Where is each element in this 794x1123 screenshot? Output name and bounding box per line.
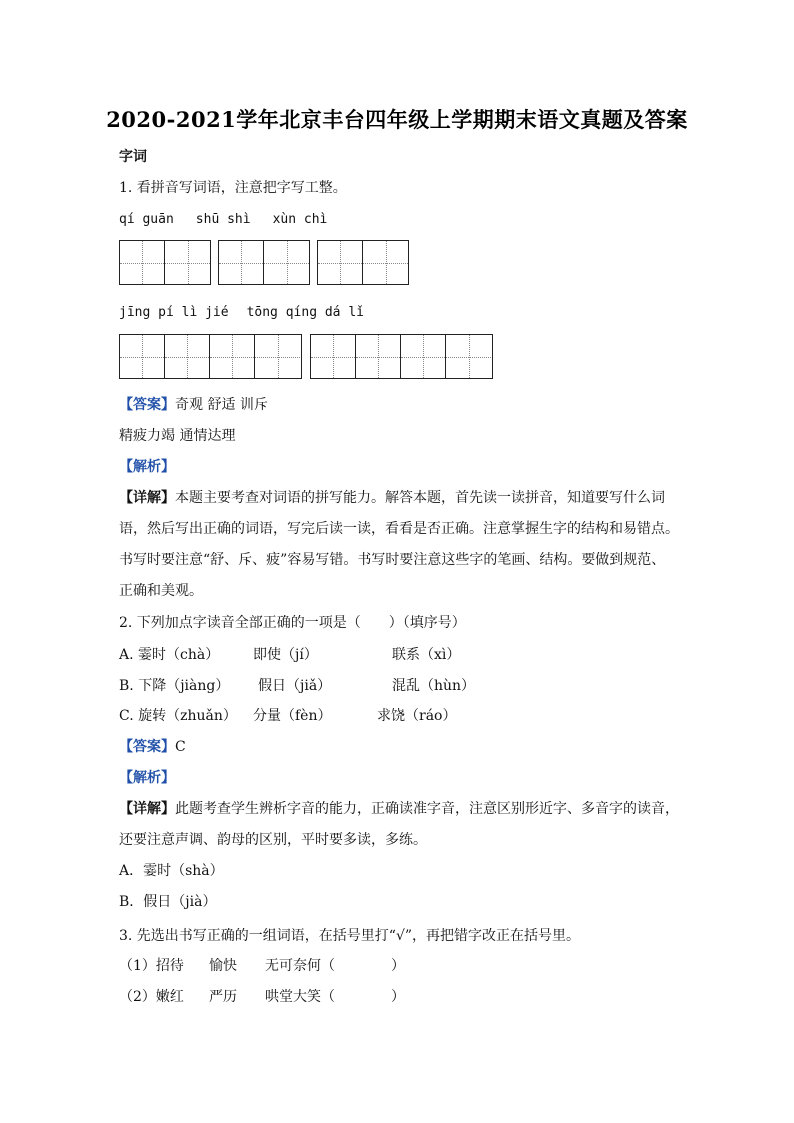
item2-word2: 严历 <box>209 989 237 1005</box>
writing-cell[interactable] <box>120 241 165 284</box>
writing-cell[interactable] <box>401 335 446 378</box>
pinyin-xunchi: xùn chì <box>272 212 328 227</box>
writing-cell[interactable] <box>446 335 491 378</box>
q2-detail-1 <box>119 799 679 819</box>
writing-cell[interactable] <box>210 335 255 378</box>
writing-cell[interactable] <box>255 335 300 378</box>
q3-item-2[interactable] <box>119 987 405 1007</box>
q1-answer-line2: 精疲力竭 通情达理 <box>119 428 236 444</box>
writing-box-jingpilijie[interactable] <box>119 334 302 379</box>
writing-cell[interactable] <box>165 335 210 378</box>
writing-cell[interactable] <box>165 241 210 284</box>
writing-box-xunchi[interactable] <box>317 240 409 285</box>
q2-option-b[interactable] <box>119 676 475 696</box>
answer-text: C <box>175 739 186 755</box>
document-title: 2020-2021学年北京丰台四年级上学期期末语文真题及答案 <box>106 107 688 132</box>
detail-tag: 【详解】 <box>119 490 175 506</box>
section-heading: 字词 <box>119 149 147 165</box>
q2-answer <box>119 737 186 757</box>
q2-fix-b: B．假日（jià） <box>119 894 217 910</box>
detail-text: 本题主要考查对词语的拼写能力。解答本题，首先读一读拼音，知道要写什么词 <box>175 490 665 506</box>
q2-option-a[interactable] <box>119 645 460 665</box>
writing-cell[interactable] <box>264 241 309 284</box>
option-c-word2: 分量（fèn） <box>253 708 332 724</box>
writing-cell[interactable] <box>311 335 356 378</box>
q1-stem: 1. 看拼音写词语，注意把字写工整。 <box>119 180 347 196</box>
q3-stem: 3. 先选出书写正确的一组词语，在括号里打“√”，再把错字改正在括号里。 <box>119 928 581 944</box>
writing-box-qiguan[interactable] <box>119 240 211 285</box>
option-b-word1: B. 下降（jiàng） <box>119 678 230 694</box>
q1-analysis-tag: 【解析】 <box>119 459 175 475</box>
q3-item-1[interactable] <box>119 956 405 976</box>
writing-box-shushi[interactable] <box>218 240 310 285</box>
answer-tag: 【答案】 <box>119 739 175 755</box>
option-b-word2: 假日（jiǎ） <box>258 678 332 694</box>
q1-detail-3: 书写时要注意“舒、斥、疲”容易写错。书写时要注意这些字的笔画、结构。要做到规范、 <box>119 552 666 568</box>
detail-text: 此题考查学生辨析字音的能力，正确读准字音，注意区别形近字、多音字的读音， <box>175 801 679 817</box>
writing-box-tongqingdali[interactable] <box>310 334 493 379</box>
q2-detail-2: 还要注意声调、韵母的区别，平时要多读，多练。 <box>119 832 427 848</box>
writing-cell[interactable] <box>219 241 264 284</box>
q1-detail-1 <box>119 488 665 508</box>
writing-cell[interactable] <box>318 241 363 284</box>
option-c-word1: C. 旋转（zhuǎn） <box>119 708 237 724</box>
option-a-word1: A. 霎时（chà） <box>119 647 220 663</box>
item2-word1: （2）嫩红 <box>119 989 184 1005</box>
q2-fix-a: A．霎时（shà） <box>119 863 224 879</box>
writing-cell[interactable] <box>120 335 165 378</box>
q1-pinyin-row2 <box>119 303 364 323</box>
pinyin-jingpilijie: jīng pí lì jié <box>119 305 229 320</box>
pinyin-qiguan: qí guān <box>119 212 174 227</box>
q1-answer <box>119 395 268 415</box>
pinyin-tongqingdali: tōng qíng dá lǐ <box>246 305 364 320</box>
option-c-word3: 求饶（ráo） <box>377 708 457 724</box>
q2-analysis-tag: 【解析】 <box>119 770 175 786</box>
option-a-word3: 联系（xì） <box>392 647 461 663</box>
answer-tag: 【答案】 <box>119 397 175 413</box>
option-a-word2: 即使（jí） <box>253 647 318 663</box>
q2-option-c[interactable] <box>119 706 456 726</box>
q1-pinyin-row1 <box>119 210 327 230</box>
writing-cell[interactable] <box>356 335 401 378</box>
pinyin-shushi: shū shì <box>195 212 251 227</box>
q1-detail-4: 正确和美观。 <box>119 583 203 599</box>
answer-text: 奇观 舒适 训斥 <box>175 397 268 413</box>
q1-detail-2: 语，然后写出正确的词语，写完后读一读，看看是否正确。注意掌握生字的结构和易错点。 <box>119 521 679 537</box>
item2-word3[interactable]: 哄堂大笑（ ） <box>265 989 405 1005</box>
option-b-word3: 混乱（hùn） <box>392 678 476 694</box>
item1-word3[interactable]: 无可奈何（ ） <box>265 958 405 974</box>
q2-stem: 2. 下列加点字读音全部正确的一项是（ ）（填序号） <box>119 615 466 631</box>
detail-tag: 【详解】 <box>119 801 175 817</box>
writing-cell[interactable] <box>363 241 408 284</box>
item1-word1: （1）招待 <box>119 958 184 974</box>
item1-word2: 愉快 <box>209 958 237 974</box>
